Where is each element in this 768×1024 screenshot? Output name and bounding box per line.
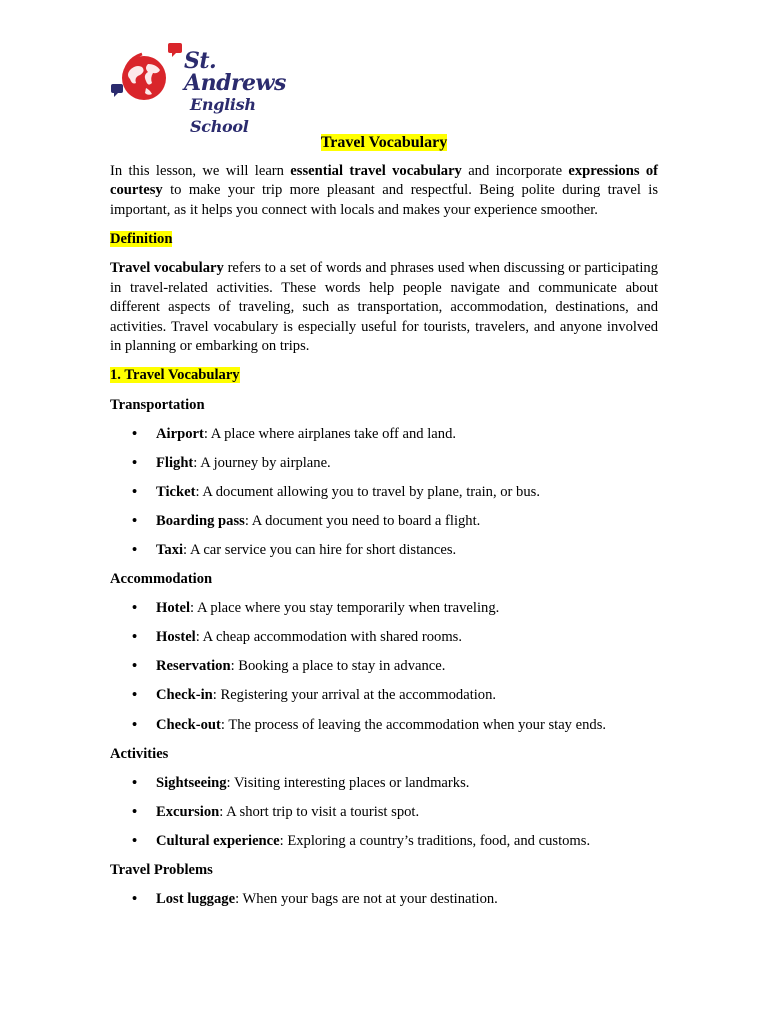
- vocabulary-item: [110, 425, 658, 445]
- vocabulary-categories: [110, 396, 658, 910]
- category-heading: Travel Problems: [110, 862, 213, 879]
- vocabulary-term: Ticket: [156, 483, 196, 500]
- vocabulary-definition: : Visiting interesting places or landmarks.: [226, 774, 470, 791]
- bullet-icon: •: [132, 774, 138, 791]
- vocabulary-item: [110, 716, 658, 736]
- definition-term: Travel vocabulary: [110, 259, 224, 276]
- school-name: [184, 50, 308, 138]
- intro-bold-2: expressions of courtesy: [110, 162, 658, 199]
- vocabulary-definition: : A place where airplanes take off and land.: [203, 425, 457, 442]
- vocabulary-term: Airport: [156, 425, 204, 442]
- section-heading-travel-vocabulary: 1. Travel Vocabulary: [110, 367, 240, 384]
- vocabulary-list: [110, 774, 658, 852]
- intro-text-1: In this lesson, we will learn: [110, 162, 291, 179]
- vocabulary-term: Hotel: [156, 600, 191, 617]
- vocabulary-item: [110, 890, 658, 910]
- bullet-icon: •: [132, 891, 138, 908]
- vocabulary-item: [110, 774, 658, 794]
- vocabulary-item: [110, 512, 658, 532]
- vocabulary-term: Sightseeing: [156, 774, 227, 791]
- vocabulary-term: Excursion: [156, 803, 220, 820]
- vocabulary-list: [110, 599, 658, 735]
- vocabulary-item: [110, 832, 658, 852]
- school-logo: [108, 40, 308, 136]
- vocabulary-item: [110, 803, 658, 823]
- vocabulary-term: Check-out: [156, 716, 221, 733]
- bullet-icon: •: [132, 687, 138, 704]
- bullet-icon: •: [132, 454, 138, 471]
- vocabulary-term: Reservation: [156, 658, 231, 675]
- vocabulary-item: [110, 628, 658, 648]
- vocabulary-item: [110, 599, 658, 619]
- vocabulary-item: [110, 454, 658, 474]
- vocabulary-term: Check-in: [156, 687, 213, 704]
- definition-text: refers to a set of words and phrases used when discussing or participating in travel-related activities. These words help people navigate and communicate about different aspects of traveling, such as transportation, accommodation, destinations, and activities. Travel vocabulary is especially useful for tourists, travelers, and anyone involved in planning or embarking on trips.: [110, 259, 658, 355]
- bullet-icon: •: [132, 600, 138, 617]
- bullet-icon: •: [132, 425, 138, 442]
- intro-text-2: and incorporate: [461, 162, 569, 179]
- category-heading: Transportation: [110, 396, 205, 413]
- vocabulary-definition: : A short trip to visit a tourist spot.: [219, 803, 420, 820]
- category-heading: Accommodation: [110, 571, 213, 588]
- bullet-icon: •: [132, 832, 138, 849]
- page-title: Travel Vocabulary: [320, 134, 448, 151]
- vocabulary-definition: : A document you need to board a flight.: [244, 512, 481, 529]
- vocabulary-definition: : A document allowing you to travel by plane, train, or bus.: [195, 483, 540, 500]
- intro-text-3: to make your trip more pleasant and respectful. Being polite during travel is important, as it helps you connect with locals and makes your experience smoother.: [110, 182, 658, 218]
- vocabulary-list: [110, 890, 658, 910]
- vocabulary-definition: : Booking a place to stay in advance.: [230, 658, 446, 675]
- vocabulary-list: [110, 425, 658, 561]
- intro-bold-1: essential travel vocabulary: [290, 162, 462, 179]
- bullet-icon: •: [132, 512, 138, 529]
- school-name-line2: English School: [190, 95, 256, 136]
- vocabulary-item: [110, 483, 658, 503]
- vocabulary-definition: : A place where you stay temporarily when traveling.: [190, 600, 500, 617]
- vocabulary-definition: : The process of leaving the accommodation when your stay ends.: [220, 716, 607, 733]
- vocabulary-item: [110, 541, 658, 561]
- vocabulary-term: Flight: [156, 454, 194, 471]
- vocabulary-term: Taxi: [156, 542, 184, 558]
- vocabulary-definition: : Exploring a country’s traditions, food, and customs.: [279, 832, 591, 849]
- vocabulary-definition: : A car service you can hire for short distances.: [183, 542, 457, 558]
- vocabulary-definition: : Registering your arrival at the accommodation.: [212, 687, 497, 704]
- bullet-icon: •: [132, 629, 138, 646]
- vocabulary-term: Hostel: [156, 629, 196, 646]
- vocabulary-term: Cultural experience: [156, 832, 280, 849]
- vocabulary-definition: : A journey by airplane.: [193, 454, 331, 471]
- definition-heading: Definition: [110, 230, 173, 247]
- globe-logo-icon: [108, 40, 184, 108]
- vocabulary-definition: : When your bags are not at your destination.: [235, 891, 498, 908]
- vocabulary-term: Lost luggage: [156, 891, 236, 908]
- intro-paragraph: [110, 162, 658, 221]
- school-name-line1: St. Andrews: [184, 48, 286, 96]
- bullet-icon: •: [132, 803, 138, 820]
- category-heading: Activities: [110, 745, 169, 762]
- vocabulary-term: Boarding pass: [156, 512, 245, 529]
- bullet-icon: •: [132, 716, 138, 733]
- vocabulary-definition: : A cheap accommodation with shared rooms.: [195, 629, 463, 646]
- bullet-icon: •: [132, 483, 138, 500]
- bullet-icon: •: [132, 658, 138, 675]
- vocabulary-item: [110, 657, 658, 677]
- document-body: [110, 133, 658, 919]
- vocabulary-item: [110, 686, 658, 706]
- bullet-icon: •: [132, 542, 138, 558]
- definition-paragraph: [110, 259, 658, 357]
